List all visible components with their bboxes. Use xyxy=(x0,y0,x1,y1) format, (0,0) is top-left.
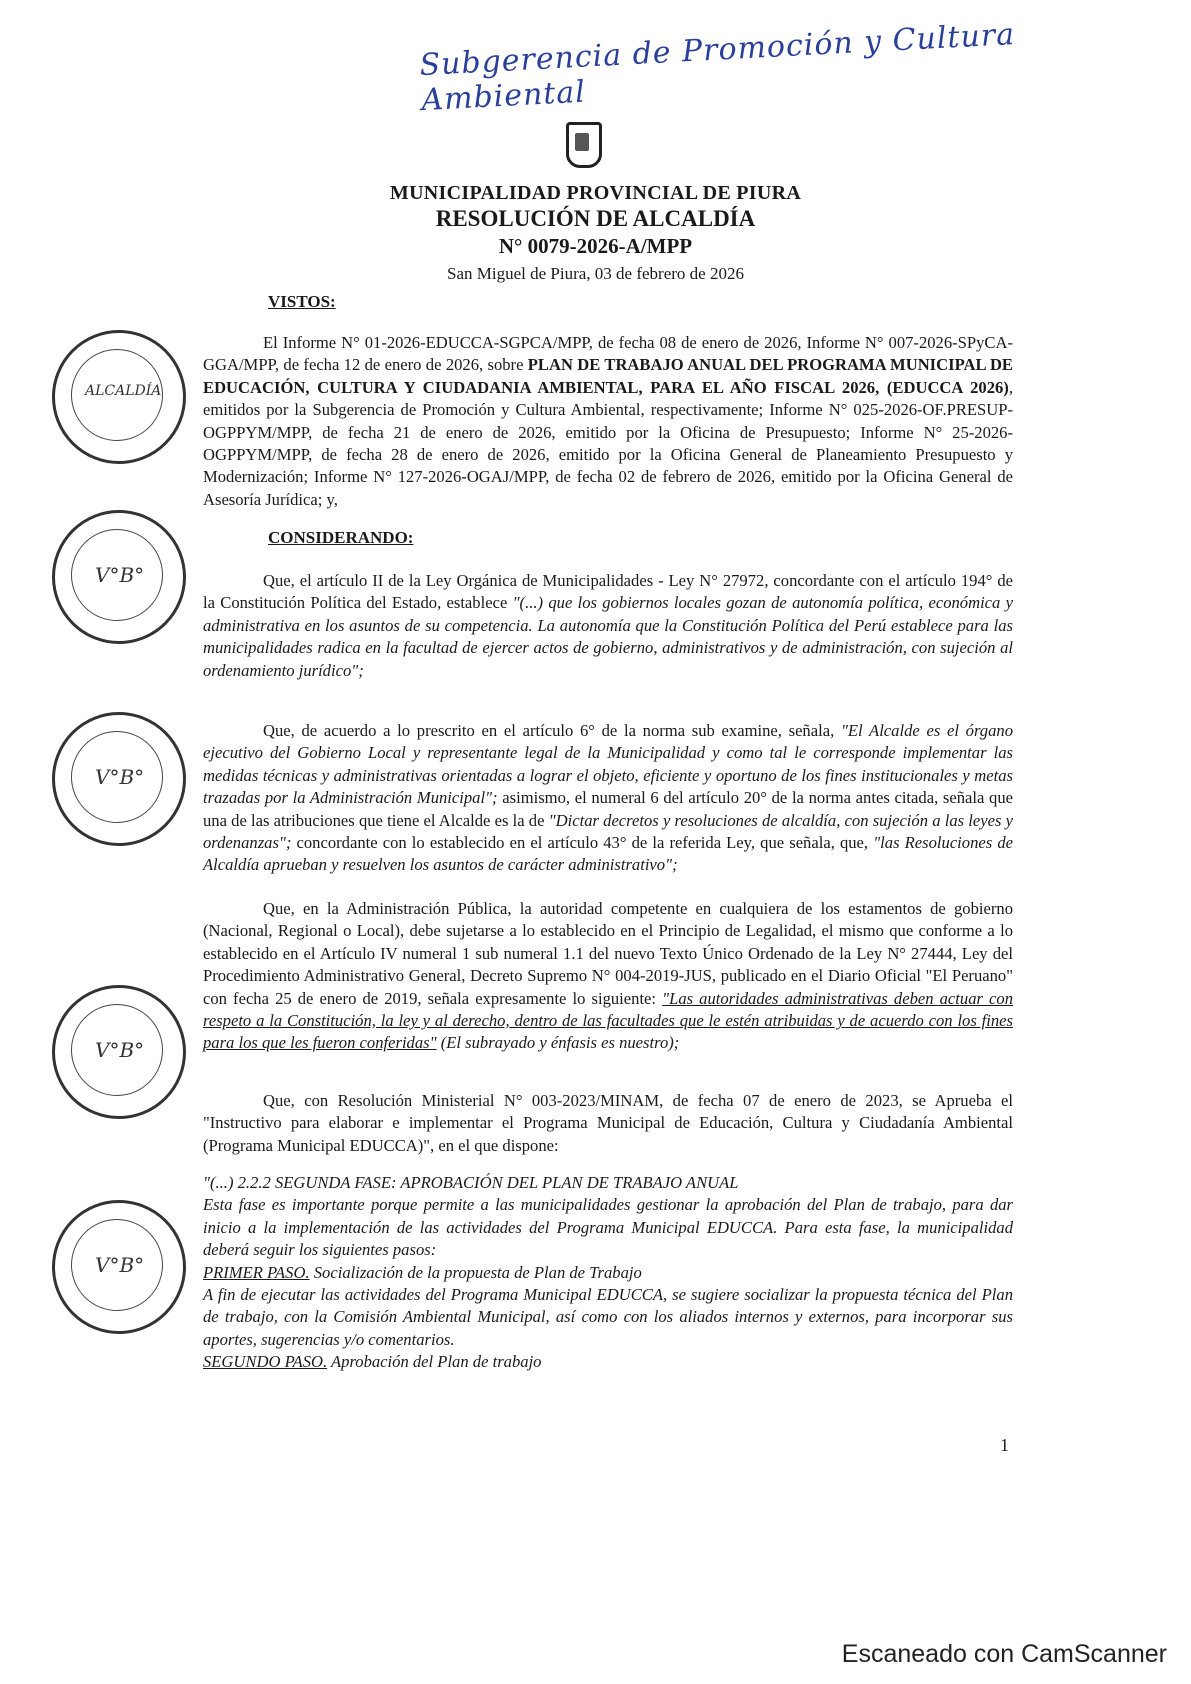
text-segment: "El Alcalde es el órgano ejecutivo del Gobierno Local y representante legal de la Municipalidad y como tal le corresponde implementar las medidas técnicas y administrativas orientadas a lograr el objeto, eficiente y oportuno de los fines institucionales y metas trazadas por la Administración Municipal"; xyxy=(203,721,1013,808)
paragraph-considerando-3 xyxy=(203,898,1013,1055)
text-segment: concordante con lo establecido en el artículo 43° de la referida Ley, que señala, que, xyxy=(291,833,874,853)
text-segment: (El subrayado y énfasis es nuestro); xyxy=(436,1033,680,1053)
page-number: 1 xyxy=(1000,1435,1009,1455)
text-segment: PLAN DE TRABAJO ANUAL DEL PROGRAMA MUNICIPAL DE EDUCACIÓN, CULTURA Y CIUDADANIA AMBIENTAL, PARA EL AÑO FISCAL 2026, (EDUCCA 2026) xyxy=(203,355,1014,397)
text-segment: PRIMER PASO. xyxy=(203,1262,310,1282)
text-segment: Esta fase es importante porque permite a las municipalidades gestionar la aprobación del Plan de trabajo, para dar inicio a la implementación de las actividades del Programa Municipal EDUCCA. Para esta fase, la municipalidad deberá seguir los siguientes pasos: xyxy=(203,1195,1013,1260)
text-segment: Aprobación del Plan de trabajo xyxy=(327,1352,542,1372)
text-segment: asimismo, el numeral 6 del artículo 20° de la norma antes citada, señala que una de las atribuciones que tiene el Alcalde es la de xyxy=(203,788,1013,830)
paragraph-considerando-1 xyxy=(203,570,1013,682)
section-considerando: CONSIDERANDO: xyxy=(268,528,414,547)
official-stamp: V°B° xyxy=(52,1200,186,1334)
institution-name: MUNICIPALIDAD PROVINCIAL DE PIURA xyxy=(389,182,802,204)
official-stamp: ALCALDÍA xyxy=(52,330,186,464)
official-stamp: V°B° xyxy=(52,712,186,846)
text-segment: "(...) que los gobiernos locales gozan de autonomía política, económica y administrativa en los asuntos de su competencia. La autonomía que la Constitución Política del Perú establece para las municipalidades radica en la facultad de ejercer actos de gobierno, administrativos y de administración, con sujeción al ordenamiento jurídico"; xyxy=(203,593,1014,680)
text-segment: SEGUNDO PASO. xyxy=(203,1352,328,1372)
text-segment: "Las autoridades administrativas deben actuar con respeto a la Constitución, la ley y al derecho, dentro de las facultades que le estén atribuidas y de acuerdo con los fines para los que les fueron conferidas" xyxy=(203,988,1014,1053)
text-segment: "(...) 2.2.2 SEGUNDA FASE: APROBACIÓN DEL PLAN DE TRABAJO ANUAL xyxy=(203,1173,739,1192)
text-segment: Que, el artículo II de la Ley Orgánica de Municipalidades - Ley N° 27972, concordante con el artículo 194° de la Constitución Política del Estado, establece xyxy=(203,571,1013,613)
scanner-watermark: Escaneado con CamScanner xyxy=(841,1640,1167,1668)
municipal-crest-icon xyxy=(566,122,602,168)
section-vistos: VISTOS: xyxy=(268,292,336,311)
official-stamp: V°B° xyxy=(52,510,186,644)
quoted-instructivo xyxy=(203,1172,1013,1374)
text-segment: Que, con Resolución Ministerial N° 003-2023/MINAM, de fecha 07 de enero de 2023, se Aprueba el "Instructivo para elaborar e implementar el Programa Municipal de Educación, Cultura y Ciudadanía Ambiental (Programa Municipal EDUCCA)", en el que dispone: xyxy=(203,1091,1013,1155)
text-segment: Que, en la Administración Pública, la autoridad competente en cualquiera de los estamentos de gobierno (Nacional, Regional o Local), debe sujetarse a lo establecido en el Principio de Legalidad, el mismo que conforme a lo establecido en el Artículo IV numeral 1 sub numeral 1.1 del nuevo Texto Único Ordenado de la Ley N° 27444, Ley del Procedimiento Administrativo General, Decreto Supremo N° 004-2019-JUS, publicado en el Diario Oficial "El Peruano" con fecha 25 de enero de 2019, señala expresamente lo siguiente: xyxy=(203,899,1013,1008)
text-segment: "Dictar decretos y resoluciones de alcaldía, con sujeción a las leyes y ordenanzas"; xyxy=(203,810,1013,853)
paragraph-vistos xyxy=(203,332,1013,511)
text-segment: , emitidos por la Subgerencia de Promoción y Cultura Ambiental, respectivamente; Informe N° 025-2026-OF.PRESUP-OGPPYM/MPP, de fecha 21 de enero de 2026, emitido por la Oficina de Presupuesto; Informe N° 25-2026-OGPPYM/MPP, de fecha 28 de enero de 2026, emitido por la Oficina General de Planeamiento Presupuesto y Modernización; Informe N° 127-2026-OGAJ/MPP, de fecha 02 de febrero de 2026, emitido por la Oficina General de Asesoría Jurídica; y, xyxy=(203,377,1013,509)
paragraph-considerando-2 xyxy=(203,720,1013,877)
paragraph-considerando-4 xyxy=(203,1090,1013,1157)
text-segment: El Informe N° 01-2026-EDUCCA-SGPCA/MPP, de fecha 08 de enero de 2026, Informe N° 007-2026-SPyCA-GGA/MPP, de fecha 12 de enero de 2026, sobre xyxy=(203,333,1013,375)
official-stamp: V°B° xyxy=(52,985,186,1119)
text-segment: Que, de acuerdo a lo prescrito en el artículo 6° de la norma sub examine, señala, xyxy=(263,721,841,740)
handwritten-note: Subgerencia de Promoción y Cultura Ambiental xyxy=(418,17,1016,119)
text-segment: A fin de ejecutar las actividades del Programa Municipal EDUCCA, se sugiere socializar la propuesta técnica del Plan de trabajo, con la Comisión Ambiental Municipal, así como con los aliados internos y externos, para incorporar sus aportes, sugerencias y/o comentarios. xyxy=(203,1285,1013,1349)
text-segment: "las Resoluciones de Alcaldía aprueban y resuelven los asuntos de carácter administrativo"; xyxy=(203,833,1013,875)
resolution-number: N° 0079-2026-A/MPP xyxy=(498,234,693,258)
document-type: RESOLUCIÓN DE ALCALDÍA xyxy=(435,206,756,231)
text-segment: Socialización de la propuesta de Plan de Trabajo xyxy=(309,1262,642,1282)
place-date: San Miguel de Piura, 03 de febrero de 2026 xyxy=(447,264,744,283)
